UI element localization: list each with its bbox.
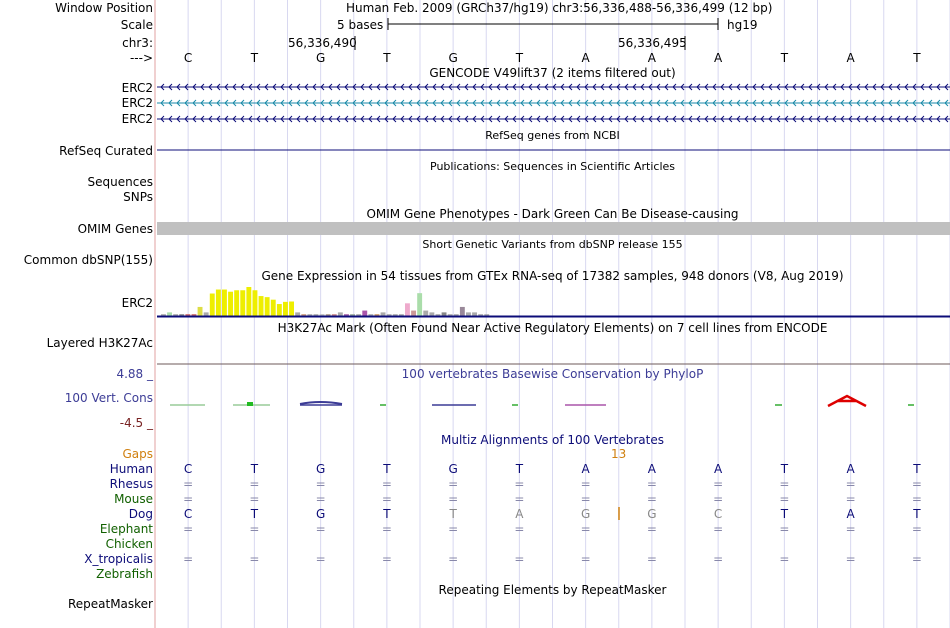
gtex-bar bbox=[222, 290, 227, 316]
alignment-base: G bbox=[315, 507, 326, 521]
alignment-base: = bbox=[448, 492, 459, 506]
alignment-base: = bbox=[713, 522, 724, 536]
alignment-base: T bbox=[449, 507, 457, 521]
multiz-gap-count: 13 bbox=[611, 447, 627, 461]
alignment-base: A bbox=[647, 462, 656, 476]
base-letter: T bbox=[780, 51, 789, 65]
publications-track-title: Publications: Sequences in Scientific Articles bbox=[430, 160, 675, 173]
alignment-base: = bbox=[448, 552, 459, 566]
gtex-bar bbox=[466, 312, 471, 316]
omim-bar bbox=[157, 222, 950, 235]
alignment-base: = bbox=[646, 552, 657, 566]
phylop-max-label: 4.88 _ bbox=[116, 367, 153, 381]
alignment-base: = bbox=[779, 522, 790, 536]
alignment-base: A bbox=[714, 462, 723, 476]
multiz-species-label[interactable]: Chicken bbox=[105, 537, 153, 551]
gtex-bar bbox=[277, 304, 282, 316]
alignment-base: = bbox=[315, 552, 326, 566]
alignment-base: = bbox=[845, 492, 856, 506]
gtex-bar bbox=[259, 296, 264, 316]
alignment-base: G bbox=[647, 507, 657, 521]
coord-label: 56,336,490 bbox=[288, 36, 357, 50]
alignment-base: = bbox=[911, 552, 922, 566]
alignment-base: = bbox=[646, 522, 657, 536]
multiz-species-label[interactable]: X_tropicalis bbox=[84, 552, 153, 566]
alignment-base: T bbox=[780, 507, 789, 521]
repeatmasker-track-title: Repeating Elements by RepeatMasker bbox=[438, 583, 667, 597]
alignment-base: = bbox=[580, 522, 591, 536]
publications-snps-label[interactable]: SNPs bbox=[123, 190, 153, 204]
alignment-base: = bbox=[514, 492, 525, 506]
alignment-base: = bbox=[713, 477, 724, 491]
gtex-bar bbox=[234, 290, 239, 316]
gtex-bar bbox=[246, 287, 251, 316]
h3k27ac-track-title: H3K27Ac Mark (Often Found Near Active Regulatory Elements) on 7 cell lines from ENCODE bbox=[277, 321, 828, 335]
gtex-bar bbox=[228, 292, 233, 316]
base-letter: A bbox=[846, 51, 855, 65]
base-letter: A bbox=[581, 51, 590, 65]
gtex-bar bbox=[423, 311, 428, 316]
strand-label: ---> bbox=[129, 51, 153, 65]
gtex-track-title: Gene Expression in 54 tissues from GTEx RNA-seq of 17382 samples, 948 donors (V8, Aug 2019) bbox=[261, 269, 844, 283]
alignment-base: = bbox=[381, 477, 392, 491]
base-letter: T bbox=[515, 51, 524, 65]
gtex-bar bbox=[271, 300, 276, 316]
base-letter: G bbox=[448, 51, 458, 65]
gencode-item-label[interactable]: ERC2 bbox=[121, 96, 153, 110]
alignment-base: = bbox=[845, 552, 856, 566]
alignment-base: T bbox=[913, 462, 921, 476]
omim-track-label[interactable]: OMIM Genes bbox=[77, 222, 153, 236]
window-position-label: Window Position bbox=[55, 1, 153, 15]
alignment-base: G bbox=[580, 507, 591, 521]
alignment-base: = bbox=[315, 492, 326, 506]
gencode-track-title: GENCODE V49lift37 (2 items filtered out) bbox=[429, 66, 676, 80]
alignment-base: = bbox=[381, 552, 392, 566]
base-letter: A bbox=[714, 51, 723, 65]
alignment-base: A bbox=[846, 507, 855, 521]
base-letter: T bbox=[383, 51, 391, 65]
multiz-track-title: Multiz Alignments of 100 Vertebrates bbox=[440, 433, 665, 447]
alignment-base: = bbox=[580, 477, 591, 491]
alignment-base: = bbox=[911, 522, 922, 536]
alignment-base: = bbox=[448, 477, 459, 491]
gtex-bar bbox=[204, 312, 209, 316]
scale-label: Scale bbox=[120, 18, 153, 32]
phylop-mark bbox=[828, 396, 866, 406]
gencode-item-label[interactable]: ERC2 bbox=[121, 81, 153, 95]
alignment-base: T bbox=[383, 507, 391, 521]
alignment-base: = bbox=[448, 522, 459, 536]
phylop-mark bbox=[247, 402, 253, 406]
alignment-base: = bbox=[249, 477, 260, 491]
alignment-base: = bbox=[315, 522, 326, 536]
gtex-bar bbox=[405, 303, 410, 316]
scale-assembly: hg19 bbox=[727, 18, 758, 32]
alignment-base: C bbox=[713, 507, 723, 521]
alignment-base: = bbox=[381, 522, 392, 536]
publications-sequences-label[interactable]: Sequences bbox=[87, 175, 153, 189]
alignment-base: = bbox=[514, 477, 525, 491]
alignment-base: = bbox=[183, 492, 194, 506]
alignment-base: = bbox=[646, 492, 657, 506]
gtex-bar bbox=[460, 307, 465, 316]
gtex-bar bbox=[381, 312, 386, 316]
gtex-bar bbox=[283, 302, 288, 316]
phylop-track-label[interactable]: 100 Vert. Cons bbox=[64, 391, 153, 405]
alignment-base: T bbox=[250, 462, 259, 476]
alignment-base: = bbox=[183, 552, 194, 566]
gtex-bar bbox=[210, 294, 215, 316]
dbsnp-track-label[interactable]: Common dbSNP(155) bbox=[23, 253, 153, 267]
alignment-base: G bbox=[448, 462, 458, 476]
alignment-base: A bbox=[846, 462, 855, 476]
gtex-bar bbox=[216, 290, 221, 316]
alignment-base: G bbox=[315, 462, 326, 476]
base-letter: T bbox=[913, 51, 921, 65]
gtex-bar bbox=[442, 312, 447, 316]
refseq-track-title: RefSeq genes from NCBI bbox=[485, 129, 620, 142]
gtex-bar bbox=[362, 311, 367, 316]
alignment-base: C bbox=[183, 507, 193, 521]
alignment-base: T bbox=[780, 462, 789, 476]
alignment-base: T bbox=[250, 507, 259, 521]
alignment-base: = bbox=[845, 477, 856, 491]
multiz-species-label[interactable]: Mouse bbox=[114, 492, 153, 506]
alignment-base: = bbox=[315, 477, 326, 491]
base-letter: A bbox=[647, 51, 656, 65]
alignment-base: A bbox=[581, 462, 590, 476]
alignment-base: = bbox=[183, 522, 194, 536]
alignment-base: = bbox=[249, 492, 260, 506]
base-letter: T bbox=[250, 51, 259, 65]
coord-label: 56,336,495 bbox=[618, 36, 687, 50]
gtex-bar bbox=[240, 290, 245, 316]
gtex-bar bbox=[167, 312, 172, 316]
alignment-base: = bbox=[845, 522, 856, 536]
alignment-base: = bbox=[580, 492, 591, 506]
gtex-bar bbox=[472, 312, 477, 316]
gtex-track-label[interactable]: ERC2 bbox=[121, 296, 153, 310]
gencode-item-label[interactable]: ERC2 bbox=[121, 112, 153, 126]
phylop-track-title: 100 vertebrates Basewise Conservation by PhyloP bbox=[401, 367, 704, 381]
alignment-base: = bbox=[514, 522, 525, 536]
scale-value: 5 bases bbox=[337, 18, 384, 32]
multiz-species-label[interactable]: Dog bbox=[128, 507, 153, 521]
alignment-base: T bbox=[913, 507, 921, 521]
gtex-bar bbox=[289, 302, 294, 317]
omim-track-title: OMIM Gene Phenotypes - Dark Green Can Be Disease-causing bbox=[366, 207, 739, 221]
h3k27ac-track-label[interactable]: Layered H3K27Ac bbox=[46, 336, 153, 350]
alignment-base: = bbox=[249, 522, 260, 536]
multiz-species-label[interactable]: Human bbox=[109, 462, 153, 476]
gtex-bar bbox=[295, 312, 300, 316]
alignment-base: = bbox=[514, 552, 525, 566]
dbsnp-track-title: Short Genetic Variants from dbSNP release 155 bbox=[422, 238, 683, 251]
alignment-base: = bbox=[713, 492, 724, 506]
alignment-base: = bbox=[911, 477, 922, 491]
alignment-base: = bbox=[646, 477, 657, 491]
alignment-base: = bbox=[249, 552, 260, 566]
alignment-base: = bbox=[911, 492, 922, 506]
alignment-base: = bbox=[381, 492, 392, 506]
window-position-value: Human Feb. 2009 (GRCh37/hg19) chr3:56,336,488-56,336,499 (12 bp) bbox=[346, 1, 773, 15]
base-letter: G bbox=[315, 51, 326, 65]
gtex-bar bbox=[417, 293, 422, 316]
alignment-base: = bbox=[580, 552, 591, 566]
repeatmasker-track-label[interactable]: RepeatMasker bbox=[67, 597, 153, 611]
gtex-bar bbox=[265, 297, 270, 316]
alignment-base: = bbox=[183, 477, 194, 491]
alignment-base: = bbox=[779, 492, 790, 506]
gtex-bar bbox=[338, 312, 343, 316]
multiz-species-label[interactable]: Rhesus bbox=[109, 477, 153, 491]
gtex-bar bbox=[429, 312, 434, 316]
gtex-bar bbox=[253, 290, 258, 316]
gtex-bar bbox=[411, 311, 416, 316]
phylop-min-label: -4.5 _ bbox=[119, 416, 153, 430]
alignment-base: = bbox=[713, 552, 724, 566]
alignment-base: C bbox=[183, 462, 193, 476]
gtex-bar bbox=[198, 307, 203, 316]
alignment-base: = bbox=[779, 552, 790, 566]
multiz-species-label[interactable]: Elephant bbox=[99, 522, 153, 536]
multiz-gaps-label[interactable]: Gaps bbox=[122, 447, 153, 461]
multiz-species-label[interactable]: Zebrafish bbox=[96, 567, 153, 581]
alignment-base: T bbox=[383, 462, 391, 476]
chrom-label: chr3: bbox=[122, 36, 153, 50]
base-letter: C bbox=[183, 51, 193, 65]
alignment-base: T bbox=[515, 462, 524, 476]
alignment-base: A bbox=[515, 507, 524, 521]
refseq-track-label[interactable]: RefSeq Curated bbox=[59, 144, 153, 158]
alignment-base: = bbox=[779, 477, 790, 491]
